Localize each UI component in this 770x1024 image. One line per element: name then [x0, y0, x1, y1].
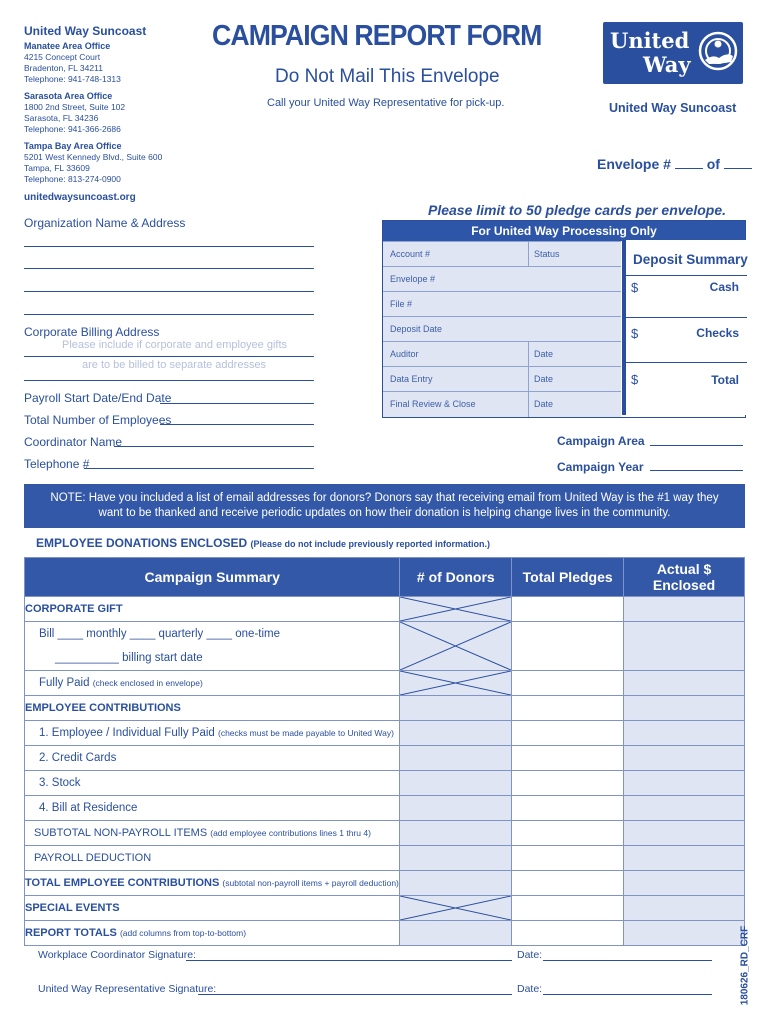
- org-address-line-3[interactable]: [24, 291, 314, 292]
- cell-input[interactable]: [624, 796, 745, 821]
- coordinator-signature-label: Workplace Coordinator Signature:: [38, 949, 196, 961]
- cell-input[interactable]: [512, 771, 624, 796]
- table-row: [25, 921, 745, 946]
- office-address: 5201 West Kennedy Blvd., Suite 600: [24, 152, 163, 162]
- table-row: [25, 671, 745, 696]
- proc-row-envelope[interactable]: [383, 266, 621, 291]
- cell-input[interactable]: [400, 821, 512, 846]
- telephone-label: Telephone #: [24, 457, 90, 471]
- row-billing-start[interactable]: __________ billing start date: [25, 646, 400, 671]
- cell-input[interactable]: [512, 896, 624, 921]
- coordinator-name-line[interactable]: [114, 446, 314, 447]
- cell-input[interactable]: [512, 721, 624, 746]
- cell-input[interactable]: [400, 871, 512, 896]
- total-emp-note: (subtotal non-payroll items + payroll deduction): [222, 878, 399, 888]
- envelope-number-field[interactable]: [597, 156, 752, 172]
- table-row: [25, 821, 745, 846]
- row-credit-cards: 2. Credit Cards: [25, 746, 400, 771]
- cell-input[interactable]: [624, 597, 745, 622]
- cell-input[interactable]: [624, 846, 745, 871]
- col-total-pledges: Total Pledges: [512, 558, 624, 597]
- telephone-line[interactable]: [84, 468, 314, 469]
- logo-text-united: United: [610, 28, 690, 53]
- cell-input[interactable]: [624, 896, 745, 921]
- note-line-1: NOTE: Have you included a list of email addresses for donors? Donors say that receiving email from United Way is the #1 way they: [50, 492, 719, 504]
- row-subtotal-non-payroll: [25, 821, 400, 846]
- proc-row-file[interactable]: [383, 291, 621, 316]
- coordinator-date-label: Date:: [517, 949, 543, 961]
- cell-input[interactable]: [624, 696, 745, 721]
- representative-date-label: Date:: [517, 983, 543, 995]
- billing-hint: Please include if corporate and employee gifts: [62, 339, 288, 351]
- cell-input[interactable]: [512, 796, 624, 821]
- report-totals-note: (add columns from top-to-bottom): [119, 928, 247, 938]
- cell-input[interactable]: [512, 821, 624, 846]
- org-address-line-4[interactable]: [24, 314, 314, 315]
- billing-line-2[interactable]: [24, 380, 314, 381]
- org-name: United Way Suncoast: [24, 24, 147, 38]
- employees-count-line[interactable]: [160, 424, 314, 425]
- employees-count-label: Total Number of Employees: [24, 413, 172, 427]
- campaign-year-label: Campaign Year: [557, 460, 644, 474]
- office-address: 4215 Concept Court: [24, 52, 101, 62]
- campaign-year-line[interactable]: [650, 470, 743, 471]
- billing-address-label: Corporate Billing Address: [24, 325, 160, 339]
- office-tampa: [24, 141, 162, 185]
- row-employee-contributions: EMPLOYEE CONTRIBUTIONS: [25, 696, 400, 721]
- billing-hint-2: are to be billed to separate addresses: [82, 359, 267, 371]
- table-row: [25, 896, 745, 921]
- envelope-num-label: Envelope #: [390, 274, 436, 284]
- org-address-line-2[interactable]: [24, 268, 314, 269]
- representative-signature-line[interactable]: [198, 994, 512, 995]
- auditor-label: Auditor: [390, 349, 419, 359]
- table-header-row: [25, 558, 745, 597]
- campaign-area-line[interactable]: [650, 445, 743, 446]
- table-row: [25, 597, 745, 622]
- cell-input[interactable]: [624, 771, 745, 796]
- row-individual-fully-paid: [25, 721, 400, 746]
- table-row: [25, 746, 745, 771]
- final-review-date-label: Date: [534, 399, 554, 409]
- cell-input[interactable]: [624, 871, 745, 896]
- data-entry-date-label: Date: [534, 374, 554, 384]
- individual-fully-paid-note: (checks must be made payable to United Way): [218, 728, 394, 738]
- cell-input[interactable]: [400, 921, 512, 946]
- office-city: Sarasota, FL 34236: [24, 113, 99, 123]
- hand-rainbow-icon: [697, 30, 739, 76]
- coordinator-name-label: Coordinator Name: [24, 435, 123, 449]
- note-line-2: want to be thanked and receive periodic updates on how their donation is helping change lives in the community.: [98, 507, 671, 519]
- cell-input[interactable]: [512, 597, 624, 622]
- final-review-label: Final Review & Close: [390, 399, 476, 409]
- subtotal-label: SUBTOTAL NON-PAYROLL ITEMS: [34, 827, 208, 839]
- cell-input[interactable]: [512, 622, 624, 671]
- cell-input[interactable]: [624, 671, 745, 696]
- deposit-date-label: Deposit Date: [390, 324, 443, 334]
- envelope-of-label: of: [706, 156, 720, 172]
- total-currency: $: [631, 372, 639, 387]
- billing-line-1[interactable]: [24, 356, 314, 357]
- pledge-limit-note: Please limit to 50 pledge cards per envelope.: [428, 202, 727, 218]
- office-manatee: [24, 41, 121, 85]
- checks-currency: $: [631, 326, 639, 341]
- office-name: Sarasota Area Office: [24, 91, 113, 101]
- office-name: Tampa Bay Area Office: [24, 141, 122, 151]
- pickup-instruction: Call your United Way Representative for pick-up.: [267, 97, 505, 109]
- proc-row-final-review[interactable]: [383, 391, 621, 417]
- row-bill-at-residence: 4. Bill at Residence: [25, 796, 400, 821]
- row-stock: 3. Stock: [25, 771, 400, 796]
- row-total-employee-contributions: [25, 871, 400, 896]
- table-row: [25, 846, 745, 871]
- cell-input[interactable]: [400, 771, 512, 796]
- subtotal-note: (add employee contributions lines 1 thru 4): [210, 828, 371, 838]
- united-way-logo: [603, 22, 743, 84]
- page-subtitle: Do Not Mail This Envelope: [275, 66, 500, 87]
- checks-label: Checks: [696, 326, 739, 340]
- org-name-address-label: Organization Name & Address: [24, 216, 186, 230]
- payroll-dates-line[interactable]: [160, 403, 314, 404]
- fully-paid-label: Fully Paid: [39, 677, 90, 689]
- cell-input[interactable]: [512, 671, 624, 696]
- representative-signature-label: United Way Representative Signature:: [38, 983, 217, 995]
- processing-heading: For United Way Processing Only: [383, 221, 745, 241]
- total-label: Total: [711, 373, 739, 387]
- proc-row-account[interactable]: [383, 241, 621, 266]
- envelope-label: Envelope #: [597, 156, 671, 172]
- cell-input[interactable]: [512, 921, 624, 946]
- deposit-summary-box: [622, 240, 747, 415]
- account-label: Account #: [390, 249, 431, 259]
- row-special-events: SPECIAL EVENTS: [25, 896, 400, 921]
- office-phone: Telephone: 941-366-2686: [24, 124, 121, 134]
- cell-input[interactable]: [512, 871, 624, 896]
- employee-donations-table: [24, 557, 745, 946]
- logo-caption: United Way Suncoast: [609, 101, 737, 115]
- office-phone: Telephone: 941-748-1313: [24, 74, 121, 84]
- office-phone: Telephone: 813-274-0900: [24, 174, 121, 184]
- table-row: [25, 796, 745, 821]
- cell-input[interactable]: [624, 721, 745, 746]
- report-totals-label: REPORT TOTALS: [25, 927, 117, 939]
- row-report-totals: [25, 921, 400, 946]
- cell-input[interactable]: [512, 696, 624, 721]
- payroll-dates-label: Payroll Start Date/End Date: [24, 391, 172, 405]
- cash-label: Cash: [709, 280, 739, 294]
- file-label: File #: [390, 299, 413, 309]
- office-city: Tampa, FL 33609: [24, 163, 90, 173]
- total-emp-label: TOTAL EMPLOYEE CONTRIBUTIONS: [25, 877, 220, 889]
- donations-heading: [36, 536, 490, 550]
- cell-input[interactable]: [400, 696, 512, 721]
- cell-input[interactable]: [400, 746, 512, 771]
- proc-row-data-entry[interactable]: [383, 366, 621, 391]
- cell-input[interactable]: [624, 746, 745, 771]
- col-campaign-summary: Campaign Summary: [25, 558, 400, 597]
- cell-input[interactable]: [512, 746, 624, 771]
- website-link[interactable]: unitedwaysuncoast.org: [24, 192, 136, 203]
- office-city: Bradenton, FL 34211: [24, 63, 103, 73]
- donations-title-note: (Please do not include previously reported information.): [250, 539, 491, 549]
- table-row: [25, 721, 745, 746]
- deposit-summary-title: Deposit Summary: [633, 252, 748, 267]
- auditor-date-label: Date: [534, 349, 554, 359]
- cash-currency: $: [631, 280, 639, 295]
- table-row: [25, 871, 745, 896]
- crossed-cell: [400, 896, 512, 921]
- col-actual-enclosed: Actual $ Enclosed: [624, 558, 745, 597]
- cell-input[interactable]: [624, 622, 745, 671]
- org-address-line-1[interactable]: [24, 246, 314, 247]
- cell-input[interactable]: [400, 796, 512, 821]
- office-address: 1800 2nd Street, Suite 102: [24, 102, 126, 112]
- row-bill-frequency[interactable]: Bill ____ monthly ____ quarterly ____ one-time: [25, 622, 400, 647]
- fully-paid-note: (check enclosed in envelope): [92, 678, 203, 688]
- cell-input[interactable]: [624, 921, 745, 946]
- cell-input[interactable]: [400, 846, 512, 871]
- form-code: 180626_RD_CRF: [739, 925, 751, 1006]
- campaign-area-label: Campaign Area: [557, 434, 645, 448]
- table-row: [25, 771, 745, 796]
- donations-title: EMPLOYEE DONATIONS ENCLOSED: [36, 536, 248, 550]
- row-payroll-deduction: PAYROLL DEDUCTION: [25, 846, 400, 871]
- cell-input[interactable]: [512, 846, 624, 871]
- data-entry-label: Data Entry: [390, 374, 433, 384]
- cell-input[interactable]: [624, 821, 745, 846]
- table-row: [25, 622, 745, 647]
- representative-date-line[interactable]: [543, 994, 712, 995]
- page-title: CAMPAIGN REPORT FORM: [212, 20, 542, 52]
- col-donors: # of Donors: [400, 558, 512, 597]
- proc-row-deposit-date[interactable]: [383, 316, 621, 341]
- coordinator-signature-line[interactable]: [186, 960, 512, 961]
- cell-input[interactable]: [400, 721, 512, 746]
- crossed-cell: [400, 671, 512, 696]
- crossed-cell: [400, 622, 512, 671]
- table-row: [25, 696, 745, 721]
- row-fully-paid: [25, 671, 400, 696]
- crossed-cell: [400, 597, 512, 622]
- email-note-banner: [24, 484, 745, 528]
- coordinator-date-line[interactable]: [543, 960, 712, 961]
- office-sarasota: [24, 91, 125, 135]
- office-name: Manatee Area Office: [24, 41, 111, 51]
- individual-fully-paid-label: 1. Employee / Individual Fully Paid: [39, 727, 215, 739]
- proc-row-auditor[interactable]: [383, 341, 621, 366]
- logo-text-way: Way: [643, 52, 691, 77]
- status-label: Status: [534, 249, 560, 259]
- row-corporate-gift: CORPORATE GIFT: [25, 597, 400, 622]
